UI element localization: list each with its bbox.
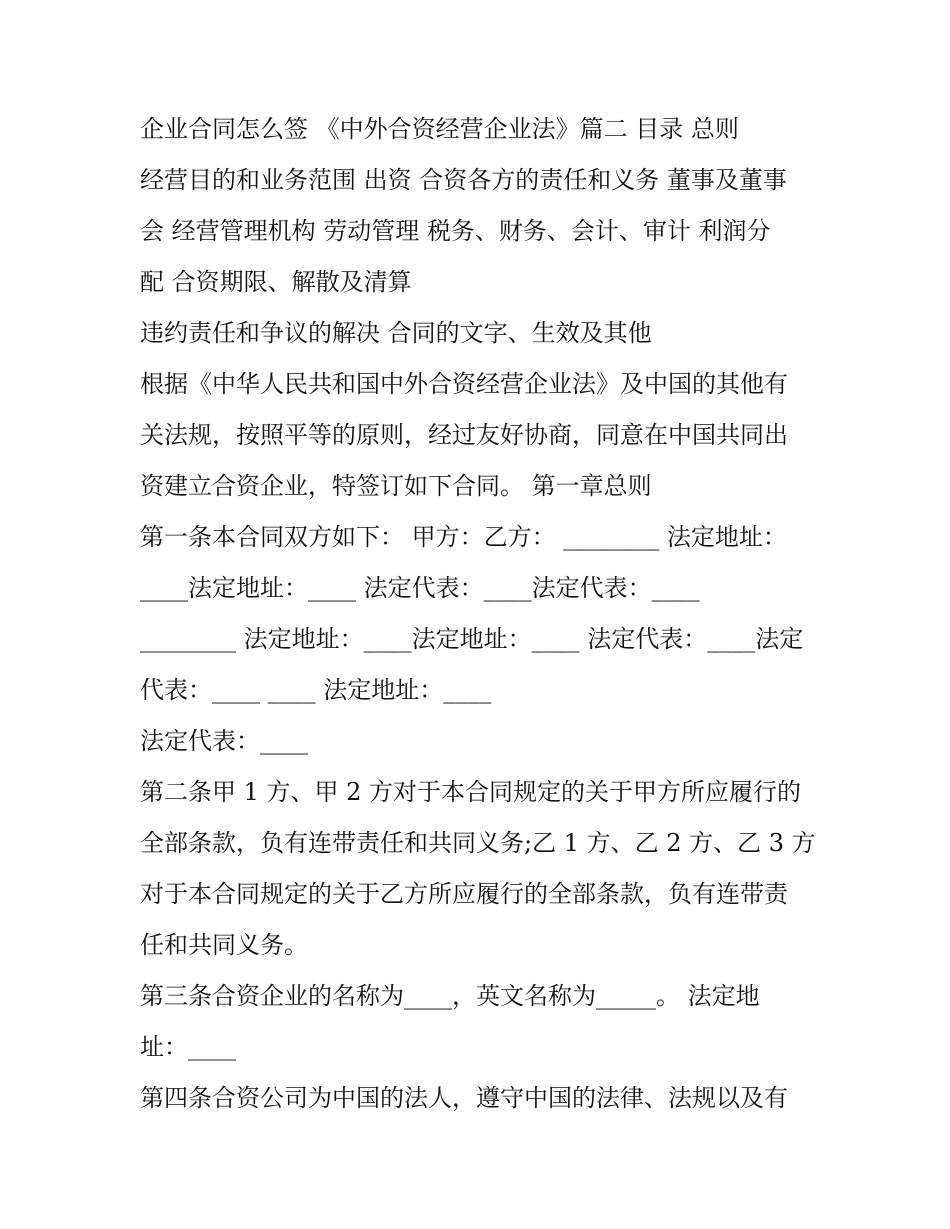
text-line: 违约责任和争议的解决 合同的文字、生效及其他 (140, 319, 652, 347)
text-line: 经营目的和业务范围 出资 合资各方的责任和义务 董事及董事 (140, 166, 787, 194)
text-line: 关法规，按照平等的原则，经过友好协商，同意在中国共同出 (140, 421, 788, 449)
text-line: 资建立合资企业，特签订如下合同。 第一章总则 (140, 472, 652, 500)
text-line: ____法定地址：____ 法定代表：____法定代表：____ (140, 574, 700, 602)
text-line: 配 合资期限、解散及清算 (140, 268, 412, 296)
text-line: ________ 法定地址：____法定地址：____ 法定代表：____法定 (140, 625, 804, 653)
text-line: 第四条合资公司为中国的法人，遵守中国的法律、法规以及有 (140, 1084, 788, 1112)
text-line: 企业合同怎么签 《中外合资经营企业法》篇二 目录 总则 (140, 115, 739, 143)
text-line: 法定代表：____ (140, 727, 308, 755)
text-line: 会 经营管理机构 劳动管理 税务、财务、会计、审计 利润分 (140, 217, 771, 245)
text-line: 任和共同义务。 (140, 931, 308, 959)
text-line: 对于本合同规定的关于乙方所应履行的全部条款，负有连带责 (140, 880, 788, 908)
text-line: 第二条甲 1 方、甲 2 方对于本合同规定的关于甲方所应履行的 (140, 778, 802, 806)
document-body (140, 104, 830, 1124)
text-line: 根据《中华人民共和国中外合资经营企业法》及中国的其他有 (140, 370, 788, 398)
text-line: 第三条合资企业的名称为____，英文名称为_____。 法定地 (140, 982, 760, 1010)
text-line: 址：____ (140, 1033, 236, 1061)
text-line: 第一条本合同双方如下： 甲方：乙方： ________ 法定地址： (140, 523, 787, 551)
text-line: 全部条款，负有连带责任和共同义务;乙 1 方、乙 2 方、乙 3 方 (140, 829, 816, 857)
text-line: 代表：____ ____ 法定地址：____ (140, 676, 492, 704)
